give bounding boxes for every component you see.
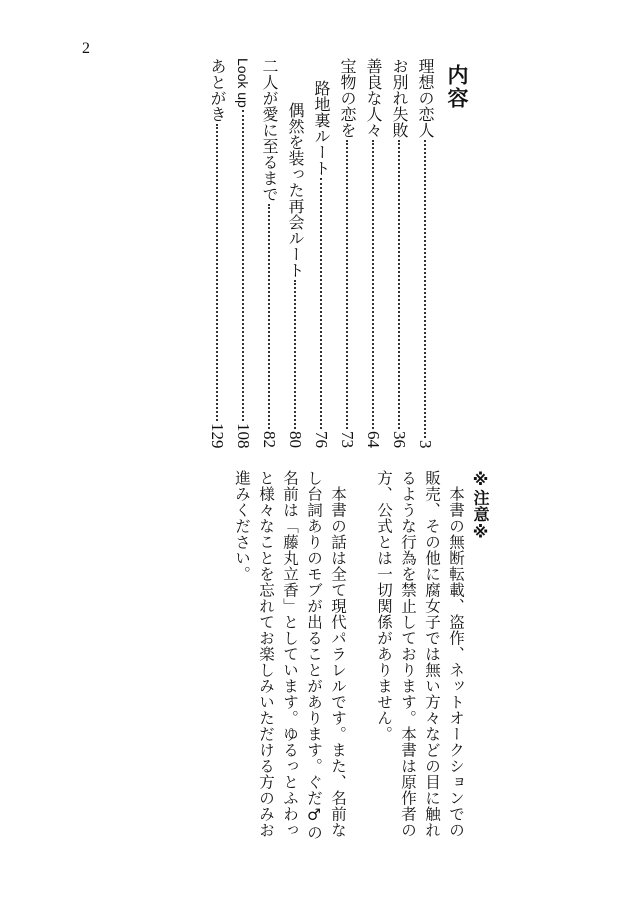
- toc-entry-title: Look up: [235, 58, 251, 108]
- toc-entry-page: 36: [390, 431, 409, 448]
- toc-entry-page: 80: [286, 431, 305, 448]
- toc-dot-leader: [346, 140, 348, 429]
- toc-entry-page: 3: [416, 439, 435, 448]
- toc-dot-leader: [372, 140, 374, 429]
- toc-entry-page: 73: [338, 431, 357, 448]
- toc-heading: 内容: [445, 64, 469, 110]
- page-number: 2: [82, 40, 90, 57]
- toc-entry-title: 偶然を装った再会ルート: [286, 102, 305, 278]
- toc-entry-page: 82: [260, 431, 279, 448]
- toc-entry-page: 64: [364, 431, 383, 448]
- toc-entry-title: 路地裏ルート: [312, 80, 331, 176]
- toc-entry[interactable]: [204, 58, 230, 448]
- notice-paragraph: 本書の無断転載、盗作、ネットオークションでの販売、その他に腐女子では無い方々などの目に触れるような行為を禁止しております。本書は原作者の方、公式とは一切関係がありません。: [375, 470, 465, 838]
- toc-dot-leader: [242, 110, 244, 421]
- toc-entry[interactable]: [230, 58, 256, 448]
- toc-entry-title: お別れ失敗: [390, 58, 409, 138]
- toc-entry[interactable]: [334, 58, 360, 448]
- notice-heading: ※注意※: [471, 470, 490, 542]
- notice-paragraph: 本書の話は全て現代パラレルです。また、名前なし台詞ありのモブが出ることがあります。ぐだ♂の名前は「藤丸立香」としています。ゆるっとふわっと様々なことを忘れてお楽しみいただける方のみお進みください。: [233, 470, 347, 841]
- toc-entry[interactable]: [256, 58, 282, 448]
- toc-dot-leader: [216, 124, 218, 421]
- toc-entry-title: 宝物の恋を: [338, 58, 357, 138]
- toc-entry-title: 善良な人々: [364, 58, 383, 138]
- paragraph-spacer: [350, 470, 372, 850]
- toc-dot-leader: [398, 140, 400, 429]
- toc-entry-title: 理想の恋人: [416, 58, 435, 138]
- toc-entry[interactable]: [360, 58, 386, 448]
- toc-entry-title: 二人が愛に至るまで: [260, 58, 279, 202]
- notice-section: [230, 470, 492, 850]
- toc-entry-page: 108: [234, 422, 253, 448]
- toc-entry-page: 129: [208, 422, 227, 448]
- toc-entry[interactable]: [412, 58, 438, 448]
- toc-dot-leader: [294, 280, 296, 429]
- toc-entry[interactable]: [282, 58, 308, 448]
- toc-entry-title: あとがき: [208, 58, 227, 122]
- toc-entry[interactable]: [386, 58, 412, 448]
- toc-entry[interactable]: [308, 58, 334, 448]
- table-of-contents: [204, 58, 472, 448]
- toc-dot-leader: [268, 204, 270, 429]
- toc-entry-page: 76: [312, 431, 331, 448]
- toc-dot-leader: [320, 178, 322, 429]
- toc-dot-leader: [424, 140, 426, 438]
